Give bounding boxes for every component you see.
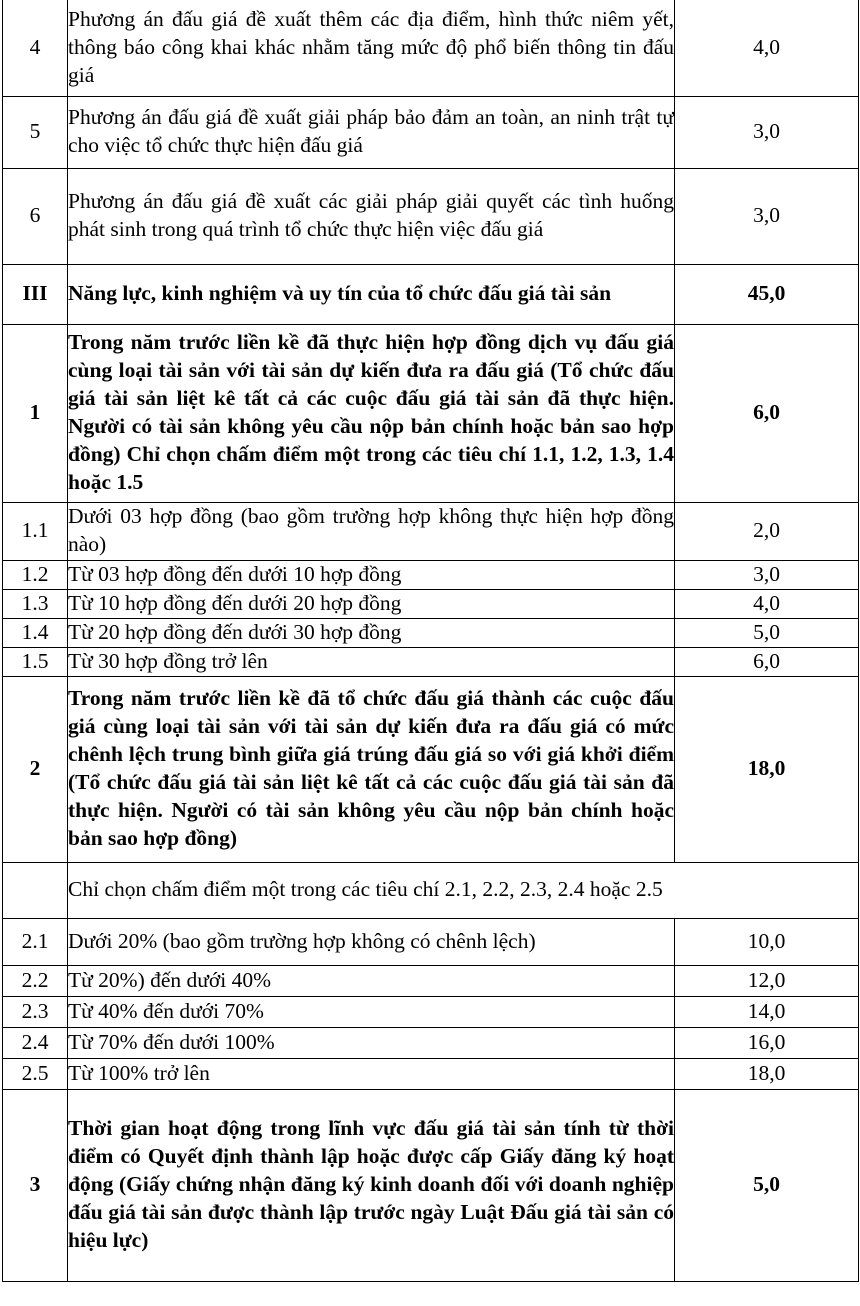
- row-score-cell: 10,0: [675, 918, 859, 965]
- row-description-text: Phương án đấu giá đề xuất thêm các địa điểm, hình thức niêm yết, thông báo công khai khác nhằm tăng mức độ phổ biến thông tin đấu giá: [68, 6, 674, 87]
- row-description-text: Từ 100% trở lên: [68, 1060, 210, 1085]
- table-row: [3, 1027, 859, 1058]
- row-score-cell: 12,0: [675, 965, 859, 996]
- row-number-cell: 4: [3, 0, 68, 96]
- row-description-text: Từ 20%) đến dưới 40%: [68, 967, 272, 992]
- row-number-cell: [3, 862, 68, 918]
- row-number-cell: 3: [3, 1089, 68, 1281]
- table-row: [3, 502, 859, 560]
- row-description-cell: [68, 560, 675, 589]
- row-score-cell: 14,0: [675, 996, 859, 1027]
- table-row: [3, 918, 859, 965]
- row-score-cell: 6,0: [675, 324, 859, 502]
- row-description-text: Trong năm trước liền kề đã thực hiện hợp đồng dịch vụ đấu giá cùng loại tài sản với tài sản dự kiến đưa ra đấu giá (Tổ chức đấu giá tài sản liệt kê tất cả các cuộc đấu giá tài sản đã thực hiện. Người có tài sản không yêu cầu nộp bản chính hoặc bản sao hợp đồng) Chỉ chọn chấm điểm một trong các tiêu chí 1.1, 1.2, 1.3, 1.4 hoặc 1.5: [68, 330, 674, 494]
- table-row: [3, 168, 859, 264]
- table-row: [3, 996, 859, 1027]
- row-number-cell: 1.5: [3, 647, 68, 676]
- row-description-cell: [68, 862, 859, 918]
- row-description-text: Chỉ chọn chấm điểm một trong các tiêu chí 2.1, 2.2, 2.3, 2.4 hoặc 2.5: [68, 877, 663, 902]
- row-description-cell: [68, 618, 675, 647]
- row-number-cell: 2.5: [3, 1058, 68, 1089]
- table-row: [3, 1058, 859, 1089]
- row-number-cell: III: [3, 264, 68, 324]
- row-number-cell: 6: [3, 168, 68, 264]
- row-description-text: Từ 10 hợp đồng đến dưới 20 hợp đồng: [68, 590, 402, 615]
- row-description-cell: [68, 264, 675, 324]
- row-description-text: Từ 40% đến dưới 70%: [68, 998, 264, 1023]
- row-score-cell: 45,0: [675, 264, 859, 324]
- row-number-cell: 2.4: [3, 1027, 68, 1058]
- row-score-cell: 6,0: [675, 647, 859, 676]
- row-score-cell: 4,0: [675, 589, 859, 618]
- row-number-cell: 2.1: [3, 918, 68, 965]
- row-score-cell: 3,0: [675, 168, 859, 264]
- table-row: [3, 965, 859, 996]
- table-row: [3, 862, 859, 918]
- table-row: [3, 618, 859, 647]
- row-description-text: Thời gian hoạt động trong lĩnh vực đấu giá tài sản tính từ thời điểm có Quyết định thành lập hoặc được cấp Giấy đăng ký hoạt động (Giấy chứng nhận đăng ký kinh doanh đối với doanh nghiệp đấu giá tài sản được thành lập trước ngày Luật Đấu giá tài sản có hiệu lực): [68, 1116, 674, 1252]
- row-score-cell: 5,0: [675, 1089, 859, 1281]
- row-score-cell: 18,0: [675, 1058, 859, 1089]
- row-score-cell: 3,0: [675, 96, 859, 168]
- row-description-cell: [68, 1058, 675, 1089]
- table-row: [3, 264, 859, 324]
- criteria-scoring-table: [2, 0, 859, 1282]
- row-score-cell: 16,0: [675, 1027, 859, 1058]
- row-description-cell: [68, 168, 675, 264]
- row-description-text: Dưới 20% (bao gồm trường hợp không có chênh lệch): [68, 928, 536, 953]
- row-description-text: Từ 70% đến dưới 100%: [68, 1029, 275, 1054]
- table-row: [3, 0, 859, 96]
- row-score-cell: 5,0: [675, 618, 859, 647]
- row-description-cell: [68, 965, 675, 996]
- table-row: [3, 647, 859, 676]
- row-number-cell: 1.2: [3, 560, 68, 589]
- row-description-cell: [68, 647, 675, 676]
- table-row: [3, 96, 859, 168]
- row-number-cell: 1: [3, 324, 68, 502]
- row-description-text: Trong năm trước liền kề đã tổ chức đấu giá thành các cuộc đấu giá cùng loại tài sản với tài sản dự kiến đưa ra đấu giá có mức chênh lệch trung bình giữa giá trúng đấu giá so với giá khởi điểm (Tổ chức đấu giá tài sản liệt kê tất cả các cuộc đấu giá tài sản đã thực hiện. Người có tài sản không yêu cầu nộp bản chính hoặc bản sao hợp đồng): [68, 686, 674, 850]
- row-number-cell: 5: [3, 96, 68, 168]
- row-score-cell: 3,0: [675, 560, 859, 589]
- row-description-text: Từ 30 hợp đồng trở lên: [68, 648, 268, 673]
- row-description-cell: [68, 1027, 675, 1058]
- table-row: [3, 1089, 859, 1281]
- row-score-cell: 2,0: [675, 502, 859, 560]
- row-score-cell: 4,0: [675, 0, 859, 96]
- row-description-text: Năng lực, kinh nghiệm và uy tín của tổ chức đấu giá tài sản: [68, 281, 612, 306]
- row-description-cell: [68, 96, 675, 168]
- row-description-cell: [68, 918, 675, 965]
- row-description-cell: [68, 1089, 675, 1281]
- row-number-cell: 2.3: [3, 996, 68, 1027]
- row-description-cell: [68, 996, 675, 1027]
- row-description-cell: [68, 0, 675, 96]
- row-score-cell: 18,0: [675, 676, 859, 862]
- row-description-cell: [68, 502, 675, 560]
- table-body: [3, 0, 859, 1281]
- table-row: [3, 676, 859, 862]
- row-number-cell: 1.4: [3, 618, 68, 647]
- row-number-cell: 1.3: [3, 589, 68, 618]
- table-row: [3, 324, 859, 502]
- row-description-text: Từ 03 hợp đồng đến dưới 10 hợp đồng: [68, 561, 402, 586]
- row-description-cell: [68, 676, 675, 862]
- row-number-cell: 2: [3, 676, 68, 862]
- row-number-cell: 1.1: [3, 502, 68, 560]
- row-description-text: Dưới 03 hợp đồng (bao gồm trường hợp không thực hiện hợp đồng nào): [68, 504, 674, 556]
- row-description-cell: [68, 589, 675, 618]
- row-description-text: Từ 20 hợp đồng đến dưới 30 hợp đồng: [68, 619, 402, 644]
- row-description-text: Phương án đấu giá đề xuất giải pháp bảo đảm an toàn, an ninh trật tự cho việc tổ chức thực hiện đấu giá: [68, 105, 674, 157]
- row-description-cell: [68, 324, 675, 502]
- row-description-text: Phương án đấu giá đề xuất các giải pháp giải quyết các tình huống phát sinh trong quá trình tổ chức thực hiện việc đấu giá: [68, 189, 674, 241]
- row-number-cell: 2.2: [3, 965, 68, 996]
- table-row: [3, 589, 859, 618]
- table-row: [3, 560, 859, 589]
